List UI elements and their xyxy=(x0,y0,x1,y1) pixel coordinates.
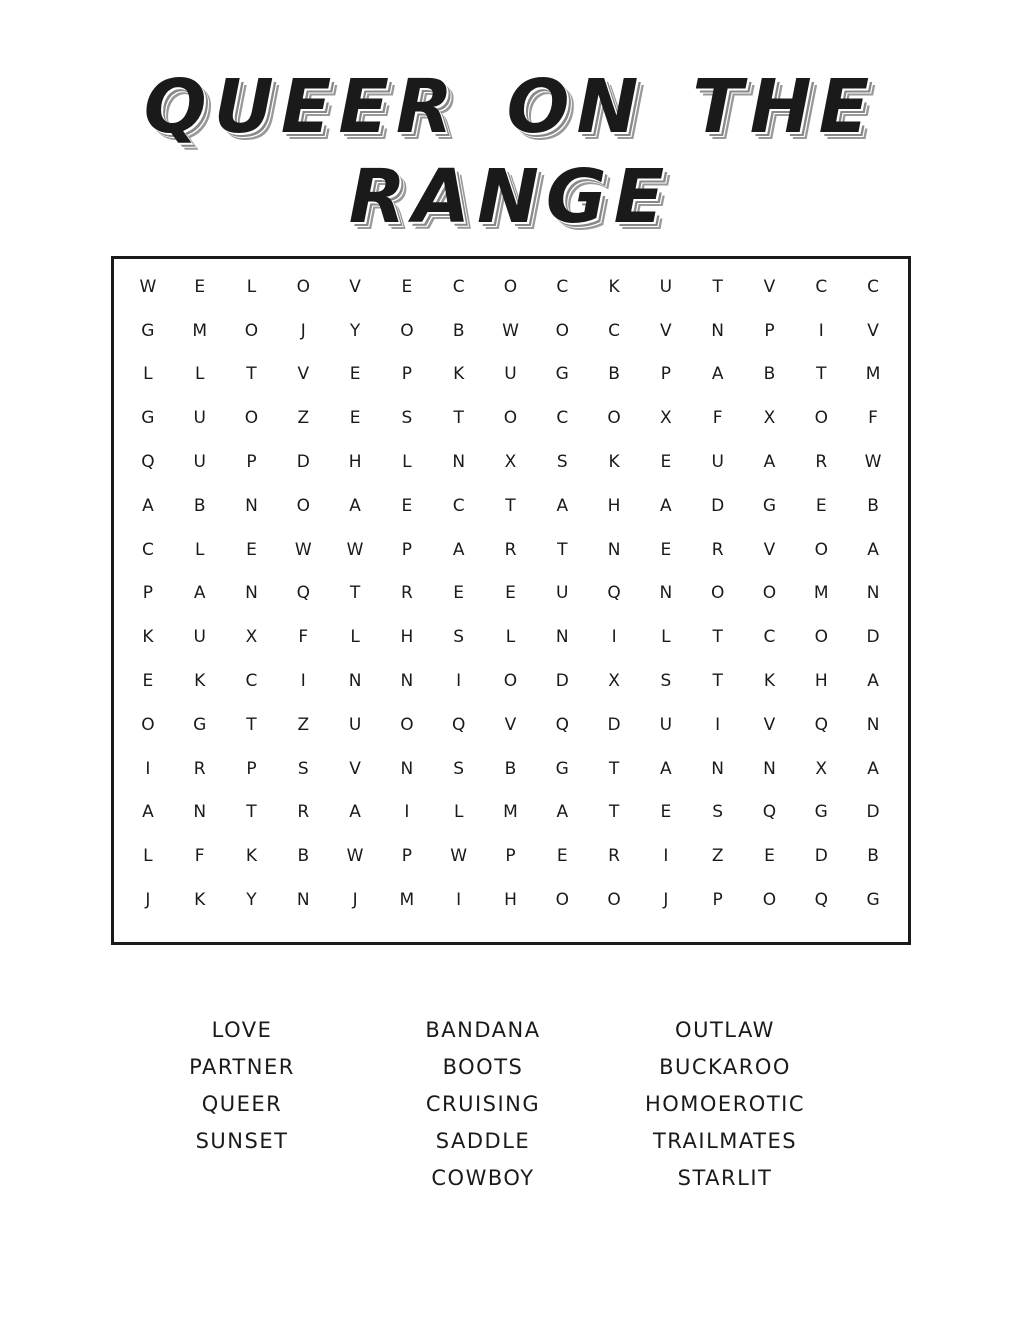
grid-letter: N xyxy=(711,320,725,341)
word-bank-item: HOMOEROTIC xyxy=(644,1092,806,1116)
grid-letter: G xyxy=(141,408,155,429)
grid-letter: V xyxy=(297,364,310,385)
grid-letter: L xyxy=(402,452,412,473)
grid-letter: J xyxy=(300,320,306,341)
grid-letter: F xyxy=(868,408,878,429)
grid-letter: W xyxy=(294,539,312,560)
grid-letter: I xyxy=(145,758,151,779)
grid-letter: O xyxy=(607,890,621,911)
grid-letter: Q xyxy=(607,583,621,604)
grid-letter: V xyxy=(349,276,361,297)
grid-letter: A xyxy=(867,539,879,560)
grid-letter: U xyxy=(504,364,517,385)
grid-letter: E xyxy=(453,583,465,604)
grid-letter: G xyxy=(866,890,880,911)
grid-letter: V xyxy=(660,320,672,341)
word-bank-column-2 xyxy=(363,1012,603,1197)
grid-letter: U xyxy=(193,627,206,648)
grid-letter: D xyxy=(607,714,621,735)
grid-letter: W xyxy=(864,452,882,473)
grid-letter: P xyxy=(246,452,257,473)
grid-letter: A xyxy=(193,583,206,604)
grid-letter: N xyxy=(866,714,880,735)
word-bank-item: STARLIT xyxy=(677,1166,773,1190)
word-bank-item: OUTLAW xyxy=(675,1018,775,1042)
grid-letter: V xyxy=(349,758,361,779)
grid-letter: F xyxy=(298,627,309,648)
grid-letter: N xyxy=(607,539,621,560)
grid-letter: A xyxy=(660,758,672,779)
grid-letter: Z xyxy=(297,408,310,429)
grid-letter: C xyxy=(452,495,465,516)
grid-letter: L xyxy=(194,539,205,560)
grid-letter: E xyxy=(194,276,206,297)
grid-letter: C xyxy=(245,671,258,692)
grid-letter: W xyxy=(346,846,364,867)
word-bank-item: BUCKAROO xyxy=(659,1055,791,1079)
grid-letter: F xyxy=(194,846,205,867)
grid-letter: H xyxy=(400,627,414,648)
grid-letter: M xyxy=(865,364,881,385)
grid-letter: W xyxy=(502,320,519,341)
grid-letter: N xyxy=(659,583,673,604)
grid-letter: A xyxy=(349,495,361,516)
grid-letter: L xyxy=(505,627,516,648)
grid-letter: T xyxy=(246,364,257,385)
grid-letter: K xyxy=(453,364,465,385)
grid-letter: P xyxy=(142,583,154,604)
word-bank-item: CRUISING xyxy=(425,1092,541,1116)
grid-letter: A xyxy=(142,802,154,823)
word-bank-item: TRAILMATES xyxy=(652,1129,798,1153)
grid-letter: D xyxy=(814,846,828,867)
grid-letter: T xyxy=(608,758,620,779)
grid-letter: A xyxy=(142,495,154,516)
grid-letter: N xyxy=(866,583,880,604)
grid-letter: N xyxy=(711,758,725,779)
grid-letter: B xyxy=(504,758,517,779)
grid-letter: M xyxy=(503,802,518,823)
grid-letter: X xyxy=(245,627,258,648)
grid-letter: N xyxy=(296,890,310,911)
grid-letter: E xyxy=(142,671,154,692)
grid-letter: O xyxy=(503,276,518,297)
grid-letter: O xyxy=(503,671,518,692)
grid-letter: U xyxy=(193,452,206,473)
grid-letter: J xyxy=(352,890,358,911)
grid-letter: E xyxy=(764,846,775,867)
grid-letter: P xyxy=(401,539,413,560)
grid-letter: P xyxy=(246,758,257,779)
grid-letter: S xyxy=(712,802,724,823)
word-bank-item: BOOTS xyxy=(442,1055,524,1079)
grid-letter: L xyxy=(453,802,464,823)
grid-letter: T xyxy=(246,802,257,823)
grid-letter: C xyxy=(815,276,828,297)
grid-letter: T xyxy=(816,364,827,385)
grid-letter: Q xyxy=(814,714,828,735)
grid-letter: O xyxy=(555,890,569,911)
grid-letter: C xyxy=(608,320,620,341)
grid-letter: O xyxy=(814,627,828,648)
grid-letter: K xyxy=(194,671,206,692)
grid-letter: G xyxy=(814,802,828,823)
grid-letter: J xyxy=(663,890,669,911)
word-bank-item: BANDANA xyxy=(425,1018,541,1042)
grid-letter: U xyxy=(711,452,724,473)
grid-letter: M xyxy=(813,583,829,604)
grid-letter: I xyxy=(404,802,410,823)
grid-letter: N xyxy=(348,671,362,692)
word-bank xyxy=(0,1012,1020,1212)
grid-letter: V xyxy=(504,714,517,735)
grid-letter: L xyxy=(143,364,153,385)
grid-letter: G xyxy=(762,495,777,516)
grid-letter: E xyxy=(505,583,516,604)
grid-letter: P xyxy=(505,846,516,867)
grid-letter: A xyxy=(452,539,465,560)
grid-letter: W xyxy=(346,539,364,560)
grid-letter: H xyxy=(348,452,362,473)
grid-letter: G xyxy=(193,714,207,735)
grid-letter: P xyxy=(764,320,775,341)
grid-letter: E xyxy=(246,539,257,560)
grid-letter: A xyxy=(349,802,361,823)
grid-letter: L xyxy=(246,276,257,297)
grid-letter: Q xyxy=(555,714,569,735)
grid-letter: T xyxy=(453,408,464,429)
grid-letter: B xyxy=(297,846,310,867)
grid-letter: W xyxy=(139,276,157,297)
grid-letter: Y xyxy=(349,320,361,341)
grid-letter: O xyxy=(244,320,259,341)
grid-letter: N xyxy=(452,452,466,473)
grid-letter: N xyxy=(193,802,207,823)
grid-letter: N xyxy=(245,495,258,516)
grid-letter: Z xyxy=(711,846,724,867)
grid-letter: S xyxy=(297,758,309,779)
grid-letter: E xyxy=(815,495,827,516)
grid-letter: D xyxy=(711,495,725,516)
grid-letter: O xyxy=(296,495,310,516)
grid-letter: T xyxy=(557,539,568,560)
grid-letter: N xyxy=(555,627,569,648)
grid-letter: X xyxy=(504,452,517,473)
grid-letter: T xyxy=(712,627,723,648)
grid-letter: E xyxy=(401,495,413,516)
grid-letter: P xyxy=(401,846,413,867)
grid-letter: S xyxy=(556,452,568,473)
grid-letter: R xyxy=(193,758,206,779)
grid-letter: C xyxy=(867,276,879,297)
grid-letter: B xyxy=(193,495,206,516)
word-bank-column-1 xyxy=(122,1012,362,1160)
grid-letter: R xyxy=(711,539,724,560)
grid-letter: N xyxy=(400,758,414,779)
grid-letter: Q xyxy=(296,583,310,604)
grid-letter: O xyxy=(555,320,569,341)
grid-letter: S xyxy=(660,671,672,692)
grid-letter: D xyxy=(866,627,880,648)
grid-letter: B xyxy=(452,320,465,341)
grid-letter: T xyxy=(712,671,723,692)
grid-letter: A xyxy=(711,364,724,385)
grid-letter: B xyxy=(763,364,776,385)
grid-letter: X xyxy=(608,671,620,692)
word-bank-item: SADDLE xyxy=(435,1129,531,1153)
grid-letter: C xyxy=(452,276,465,297)
word-search-grid xyxy=(122,265,900,922)
grid-letter: N xyxy=(245,583,258,604)
grid-letter: U xyxy=(659,714,673,735)
grid-letter: H xyxy=(814,671,828,692)
grid-letter: O xyxy=(762,583,777,604)
grid-letter: Y xyxy=(246,890,257,911)
grid-letter: T xyxy=(712,276,723,297)
grid-letter: Q xyxy=(451,714,466,735)
grid-letter: O xyxy=(814,408,828,429)
grid-letter: R xyxy=(608,846,620,867)
grid-letter: S xyxy=(453,627,465,648)
grid-letter: S xyxy=(453,758,465,779)
grid-letter: I xyxy=(611,627,617,648)
grid-letter: A xyxy=(763,452,776,473)
grid-letter: N xyxy=(763,758,776,779)
grid-letter: H xyxy=(607,495,621,516)
grid-letter: O xyxy=(244,408,259,429)
grid-letter: C xyxy=(763,627,776,648)
grid-letter: Z xyxy=(297,714,310,735)
grid-letter: D xyxy=(296,452,310,473)
grid-letter: X xyxy=(763,408,776,429)
grid-letter: V xyxy=(867,320,879,341)
grid-letter: F xyxy=(712,408,723,429)
grid-letter: M xyxy=(192,320,208,341)
grid-letter: R xyxy=(297,802,310,823)
grid-letter: O xyxy=(400,320,414,341)
grid-letter: L xyxy=(194,364,205,385)
grid-letter: I xyxy=(663,846,669,867)
grid-letter: O xyxy=(607,408,621,429)
grid-letter: O xyxy=(400,714,414,735)
grid-letter: E xyxy=(349,408,361,429)
grid-letter: B xyxy=(867,846,879,867)
grid-letter: E xyxy=(349,364,361,385)
grid-letter: N xyxy=(400,671,414,692)
grid-letter: G xyxy=(141,320,155,341)
grid-letter: K xyxy=(608,452,620,473)
word-bank-item: LOVE xyxy=(211,1018,273,1042)
grid-letter: G xyxy=(555,364,569,385)
page-title: QUEER ON THE RANGE xyxy=(143,64,877,240)
grid-letter: A xyxy=(867,671,879,692)
grid-letter: I xyxy=(300,671,306,692)
grid-letter: U xyxy=(348,714,362,735)
grid-letter: R xyxy=(504,539,517,560)
grid-letter: A xyxy=(660,495,672,516)
grid-letter: E xyxy=(401,276,413,297)
grid-letter: A xyxy=(867,758,879,779)
grid-letter: V xyxy=(763,714,776,735)
grid-letter: E xyxy=(660,802,672,823)
grid-letter: M xyxy=(399,890,415,911)
grid-letter: O xyxy=(710,583,725,604)
grid-letter: U xyxy=(556,583,569,604)
grid-letter: O xyxy=(296,276,310,297)
grid-letter: D xyxy=(866,802,880,823)
word-bank-item: QUEER xyxy=(201,1092,283,1116)
grid-letter: Q xyxy=(814,890,828,911)
grid-letter: C xyxy=(556,408,569,429)
grid-letter: T xyxy=(246,714,257,735)
grid-letter: E xyxy=(660,452,672,473)
word-bank-column-3 xyxy=(605,1012,845,1197)
word-bank-item: SUNSET xyxy=(195,1129,289,1153)
grid-letter: B xyxy=(867,495,879,516)
grid-letter: J xyxy=(145,890,151,911)
grid-letter: H xyxy=(504,890,517,911)
grid-letter: O xyxy=(762,890,777,911)
grid-letter: X xyxy=(815,758,828,779)
word-bank-item: PARTNER xyxy=(189,1055,295,1079)
grid-letter: T xyxy=(505,495,516,516)
grid-letter: L xyxy=(661,627,671,648)
grid-letter: X xyxy=(660,408,672,429)
grid-letter: P xyxy=(712,890,723,911)
grid-letter: O xyxy=(814,539,828,560)
grid-letter: T xyxy=(349,583,361,604)
grid-letter: P xyxy=(401,364,413,385)
grid-letter: R xyxy=(400,583,413,604)
grid-letter: R xyxy=(815,452,828,473)
grid-letter: L xyxy=(350,627,360,648)
grid-letter: I xyxy=(456,671,462,692)
grid-letter: O xyxy=(503,408,518,429)
grid-letter: E xyxy=(556,846,568,867)
grid-letter: I xyxy=(456,890,462,911)
grid-letter: K xyxy=(763,671,776,692)
grid-letter: C xyxy=(556,276,569,297)
grid-letter: I xyxy=(818,320,824,341)
grid-letter: S xyxy=(401,408,413,429)
grid-letter: V xyxy=(763,276,776,297)
grid-letter: K xyxy=(245,846,258,867)
word-search-grid-frame xyxy=(111,256,911,945)
grid-letter: T xyxy=(608,802,620,823)
grid-letter: U xyxy=(659,276,673,297)
grid-letter: P xyxy=(660,364,671,385)
grid-letter: D xyxy=(555,671,569,692)
grid-letter: Q xyxy=(762,802,777,823)
grid-letter: Q xyxy=(141,452,155,473)
grid-letter: K xyxy=(142,627,154,648)
grid-letter: W xyxy=(450,846,468,867)
grid-letter: O xyxy=(141,714,155,735)
grid-letter: K xyxy=(194,890,206,911)
grid-letter: A xyxy=(556,802,569,823)
grid-letter: G xyxy=(555,758,569,779)
grid-letter: L xyxy=(143,846,153,867)
word-bank-item: COWBOY xyxy=(431,1166,535,1190)
grid-letter: V xyxy=(763,539,776,560)
grid-letter: K xyxy=(608,276,620,297)
grid-letter: E xyxy=(660,539,672,560)
grid-letter: A xyxy=(556,495,569,516)
grid-letter: B xyxy=(608,364,620,385)
grid-letter: C xyxy=(141,539,154,560)
grid-letter: I xyxy=(715,714,721,735)
grid-letter: U xyxy=(193,408,206,429)
